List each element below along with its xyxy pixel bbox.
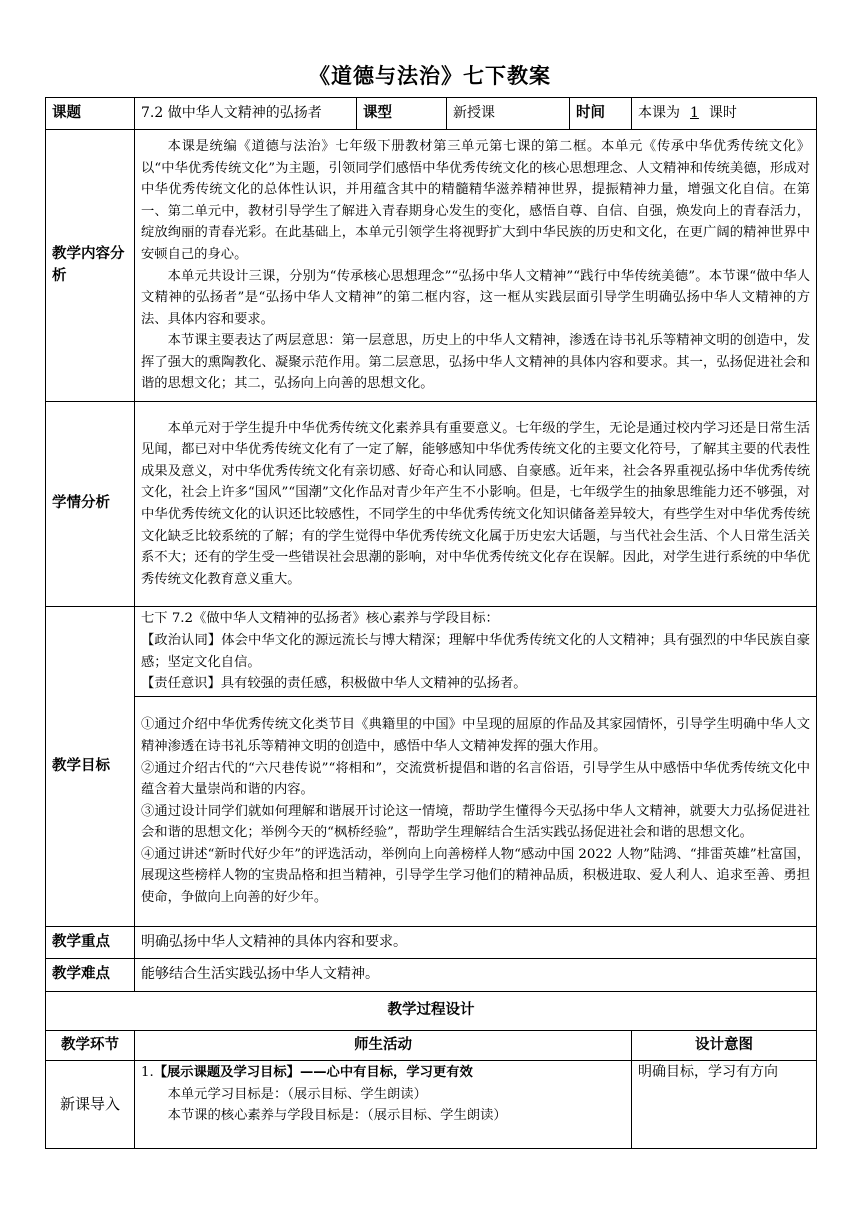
core-item: 【责任意识】具有较强的责任感，积极做中华人文精神的弘扬者。 xyxy=(141,676,527,692)
process-row xyxy=(46,1061,817,1149)
column-header-stage: 教学环节 xyxy=(46,1031,135,1061)
column-header-intent: 设计意图 xyxy=(632,1031,817,1061)
lesson-type-label: 课型 xyxy=(357,98,447,130)
objectives-core-row xyxy=(46,607,817,697)
lesson-type-value: 新授课 xyxy=(447,98,570,130)
core-intro: 七下 7.2《做中华人文精神的弘扬者》核心素养与学段目标： xyxy=(141,611,499,627)
activity-cell xyxy=(135,1061,632,1149)
difficult-point-row xyxy=(46,959,817,992)
activity-line: 本单元学习目标是：（展示目标、学生朗读） xyxy=(167,1086,427,1102)
student-analysis-text xyxy=(135,402,817,607)
goal-item: ①通过介绍中华优秀传统文化类节目《典籍里的中国》中呈现的屈原的作品及其家园情怀，引导学生明确中华人文精神渗透在诗书礼乐等精神文明的创造中，感悟中华人文精神发挥的强大作用。 xyxy=(141,717,810,754)
activity-heading-text: 【展示课题及学习目标】——心中有目标，学习更有效 xyxy=(153,1065,473,1080)
key-point-row xyxy=(46,927,817,959)
content-analysis-text xyxy=(135,130,817,402)
stage-name: 新课导入 xyxy=(46,1061,135,1149)
core-item: 【政治认同】体会中华文化的源远流长与博大精深；理解中华优秀传统文化的人文精神；具有强烈的中华民族自豪感；坚定文化自信。 xyxy=(141,632,810,670)
goal-item: ④通过讲述“新时代好少年”的评选活动，举例向上向善榜样人物“感动中国 2022 人物”陆鸿、“排雷英雄”杜富国，展现这些榜样人物的宝贵品格和担当精神，引导学生学习他们的精神品质，积极进取、爱人利人、追求至善、勇担使命，争做向上向善的好少年。 xyxy=(141,846,810,906)
time-prefix: 本课为 xyxy=(638,104,680,121)
lesson-plan-table xyxy=(45,97,817,1149)
goal-item: ③通过设计同学们就如何理解和谐展开讨论这一情境，帮助学生懂得今天弘扬中华人文精神，就要大力弘扬促进社会和谐的思想文化；举例今天的“枫桥经验”，帮助学生理解结合生活实践弘扬促进社会和谐的思想文化。 xyxy=(141,803,810,841)
objectives-goals-row xyxy=(46,697,817,927)
difficult-point-label: 教学难点 xyxy=(46,959,135,992)
objectives-label: 教学目标 xyxy=(46,607,135,927)
student-analysis-label: 学情分析 xyxy=(46,402,135,607)
content-analysis-label: 教学内容分析 xyxy=(46,130,135,402)
activity-heading xyxy=(141,1062,625,1084)
content-paragraph: 本节课主要表达了两层意思：第一层意思，历史上的中华人文精神，渗透在诗书礼乐等精神文明的创造中，发挥了强大的熏陶教化、凝聚示范作用。第二层意思，弘扬中华人文精神的具体内容和要求。其一，弘扬促进社会和谐的思想文化；其二，弘扬向上向善的思想文化。 xyxy=(141,333,810,392)
intent-cell: 明确目标，学习有方向 xyxy=(632,1061,817,1149)
activity-line: 本节课的核心素养与学段目标是：（展示目标、学生朗读） xyxy=(167,1108,507,1124)
content-analysis-row xyxy=(46,130,817,402)
time-count: 1 xyxy=(690,104,699,121)
document-title: 《道德与法治》七下教案 xyxy=(309,64,551,88)
goal-item: ②通过介绍古代的“六尺巷传说”“将相和”，交流赏析提倡和谐的名言俗语，引导学生从中感悟中华优秀传统文化中蕴含着大量崇尚和谐的内容。 xyxy=(141,760,810,798)
student-paragraph: 本单元对于学生提升中华优秀传统文化素养具有重要意义。七年级的学生，无论是通过校内学习还是日常生活见闻，都已对中华优秀传统文化有了一定了解，能够感知中华优秀传统文化的主要文化符号，了解其主要的代表性成果及意义，对中华优秀传统文化有亲切感、好奇心和认同感、自豪感。近年来，社会各界重视弘扬中华优秀传统文化，社会上许多“国风”“国潮”文化作品对青少年产生不小影响。但是，七年级学生的抽象思维能力还不够强，对中华优秀传统文化的认识还比较感性，不同学生的中华优秀传统文化知识储备差异较大，有些学生对中华优秀传统文化缺乏比较系统的了解；有的学生觉得中华优秀传统文化属于历史宏大话题，与当代社会生活、个人日常生活关系不大；还有的学生受一些错误社会思潮的影响，对中华优秀传统文化存在误解。因此，对学生进行系统的中华优秀传统文化教育意义重大。 xyxy=(141,420,810,587)
process-section-title: 教学过程设计 xyxy=(46,992,817,1031)
student-analysis-row xyxy=(46,402,817,607)
core-literacy-text xyxy=(135,607,817,697)
column-header-activity: 师生活动 xyxy=(135,1031,632,1061)
key-point-label: 教学重点 xyxy=(46,927,135,959)
content-paragraph: 本单元共设计三课，分别为“传承核心思想理念”“弘扬中华人文精神”“践行中华传统美德”。本节课“做中华人文精神的弘扬者”是“弘扬中华人文精神”的第二框内容，这一框从实践层面引导学生明确弘扬中华人文精神的方法、具体内容和要求。 xyxy=(141,268,810,327)
process-title-row xyxy=(46,992,817,1031)
difficult-point-text: 能够结合生活实践弘扬中华人文精神。 xyxy=(135,959,817,992)
topic-value: 7.2 做中华人文精神的弘扬者 xyxy=(135,98,357,130)
time-label: 时间 xyxy=(570,98,632,130)
topic-label: 课题 xyxy=(46,98,135,130)
key-point-text: 明确弘扬中华人文精神的具体内容和要求。 xyxy=(135,927,817,959)
content-paragraph: 本课是统编《道德与法治》七年级下册教材第三单元第七课的第二框。本单元《传承中华优秀传统文化》以“中华优秀传统文化”为主题，引领同学们感悟中华优秀传统文化的核心思想理念、人文精神和传统美德，形成对中华优秀传统文化的总体性认识，并用蕴含其中的精髓精华滋养精神世界，提振精神力量，增强文化自信。在第一、第二单元中，教材引导学生了解进入青春期身心发生的变化，感悟自尊、自信、自强，焕发向上的青春活力，绽放绚丽的青春光彩。在此基础上，本单元引领学生将视野扩大到中华民族的历史和文化，在更广阔的精神世界中安顿自己的身心。 xyxy=(141,138,810,262)
goals-text xyxy=(135,697,817,927)
process-header-row xyxy=(46,1031,817,1061)
topic-row xyxy=(46,98,817,130)
time-value xyxy=(632,98,817,130)
activity-heading-number: 1. xyxy=(141,1065,154,1080)
time-suffix: 课时 xyxy=(708,104,737,121)
